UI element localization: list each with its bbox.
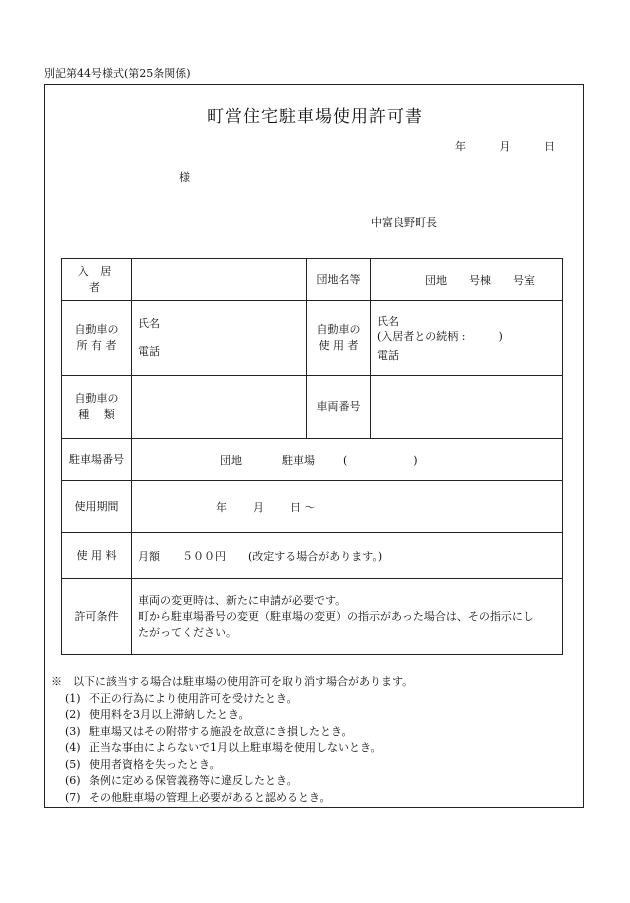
page-title: 町営住宅駐車場使用許可書 bbox=[207, 107, 423, 127]
car-type-label: 自動車の 種 類 bbox=[62, 376, 132, 439]
table-row bbox=[62, 376, 563, 439]
period-label: 使用期間 bbox=[62, 481, 132, 533]
issuer: 中富良野町長 bbox=[371, 216, 437, 229]
danchi-label: 団地名等 bbox=[307, 259, 371, 301]
permit-form-frame bbox=[44, 84, 584, 808]
fee-value: 月額 ５００円 (改定する場合があります。) bbox=[132, 533, 563, 579]
issue-date bbox=[455, 138, 555, 154]
parking-number-label: 駐車場番号 bbox=[62, 439, 132, 481]
owner-value: 氏名 電話 bbox=[132, 301, 307, 376]
car-type-value bbox=[132, 376, 307, 439]
revocation-notes bbox=[51, 674, 413, 806]
table-row bbox=[62, 481, 563, 533]
date-month: 月 bbox=[499, 140, 511, 153]
plate-label: 車両番号 bbox=[307, 376, 371, 439]
user-label: 自動車の 使 用 者 bbox=[307, 301, 371, 376]
list-item: (7) その他駐車場の管理上必要があると認めるとき。 bbox=[65, 790, 331, 804]
period-value: 年 月 日 〜 bbox=[132, 481, 563, 533]
list-item: (6) 条例に定める保管義務等に違反したとき。 bbox=[65, 774, 298, 787]
form-reference: 別記第44号様式(第25条関係) bbox=[44, 67, 191, 80]
table-row bbox=[62, 439, 563, 481]
list-item: (2) 使用料を3月以上滞納したとき。 bbox=[65, 708, 250, 721]
date-year: 年 bbox=[455, 140, 466, 153]
plate-value bbox=[371, 376, 563, 439]
fee-label: 使 用 料 bbox=[62, 533, 132, 579]
addressee-honorific: 様 bbox=[179, 171, 190, 184]
table-row bbox=[62, 301, 563, 376]
table-row bbox=[62, 533, 563, 579]
resident-value bbox=[132, 259, 307, 301]
parking-number-value: 団地 駐車場 ( ) bbox=[132, 439, 563, 481]
list-item: (3) 駐車場又はその附帯する施設を故意にき損したとき。 bbox=[65, 724, 353, 738]
date-day: 日 bbox=[544, 140, 555, 153]
conditions-value: 車両の変更時は、新たに申請が必要です。 町から駐車場番号の変更（駐車場の変更）の指示があった場合は、その指示にし たがってください。 bbox=[132, 579, 563, 655]
user-value: 氏名 (入居者との続柄 : ) 電話 bbox=[371, 301, 563, 376]
danchi-value: 団地 号棟 号室 bbox=[371, 259, 563, 301]
conditions-label: 許可条件 bbox=[62, 579, 132, 655]
resident-label: 入 居 者 bbox=[62, 259, 132, 301]
table-row bbox=[62, 259, 563, 301]
table-row bbox=[62, 579, 563, 655]
permit-table bbox=[61, 258, 563, 655]
list-item: (5) 使用者資格を失ったとき。 bbox=[65, 757, 221, 771]
owner-label: 自動車の 所 有 者 bbox=[62, 301, 132, 376]
list-item: (1) 不正の行為により使用許可を受けたとき。 bbox=[65, 691, 298, 705]
list-item: (4) 正当な事由によらないで1月以上駐車場を使用しないとき。 bbox=[65, 741, 382, 754]
notes-heading: ※ 以下に該当する場合は駐車場の使用許可を取り消す場合があります。 bbox=[51, 675, 414, 688]
